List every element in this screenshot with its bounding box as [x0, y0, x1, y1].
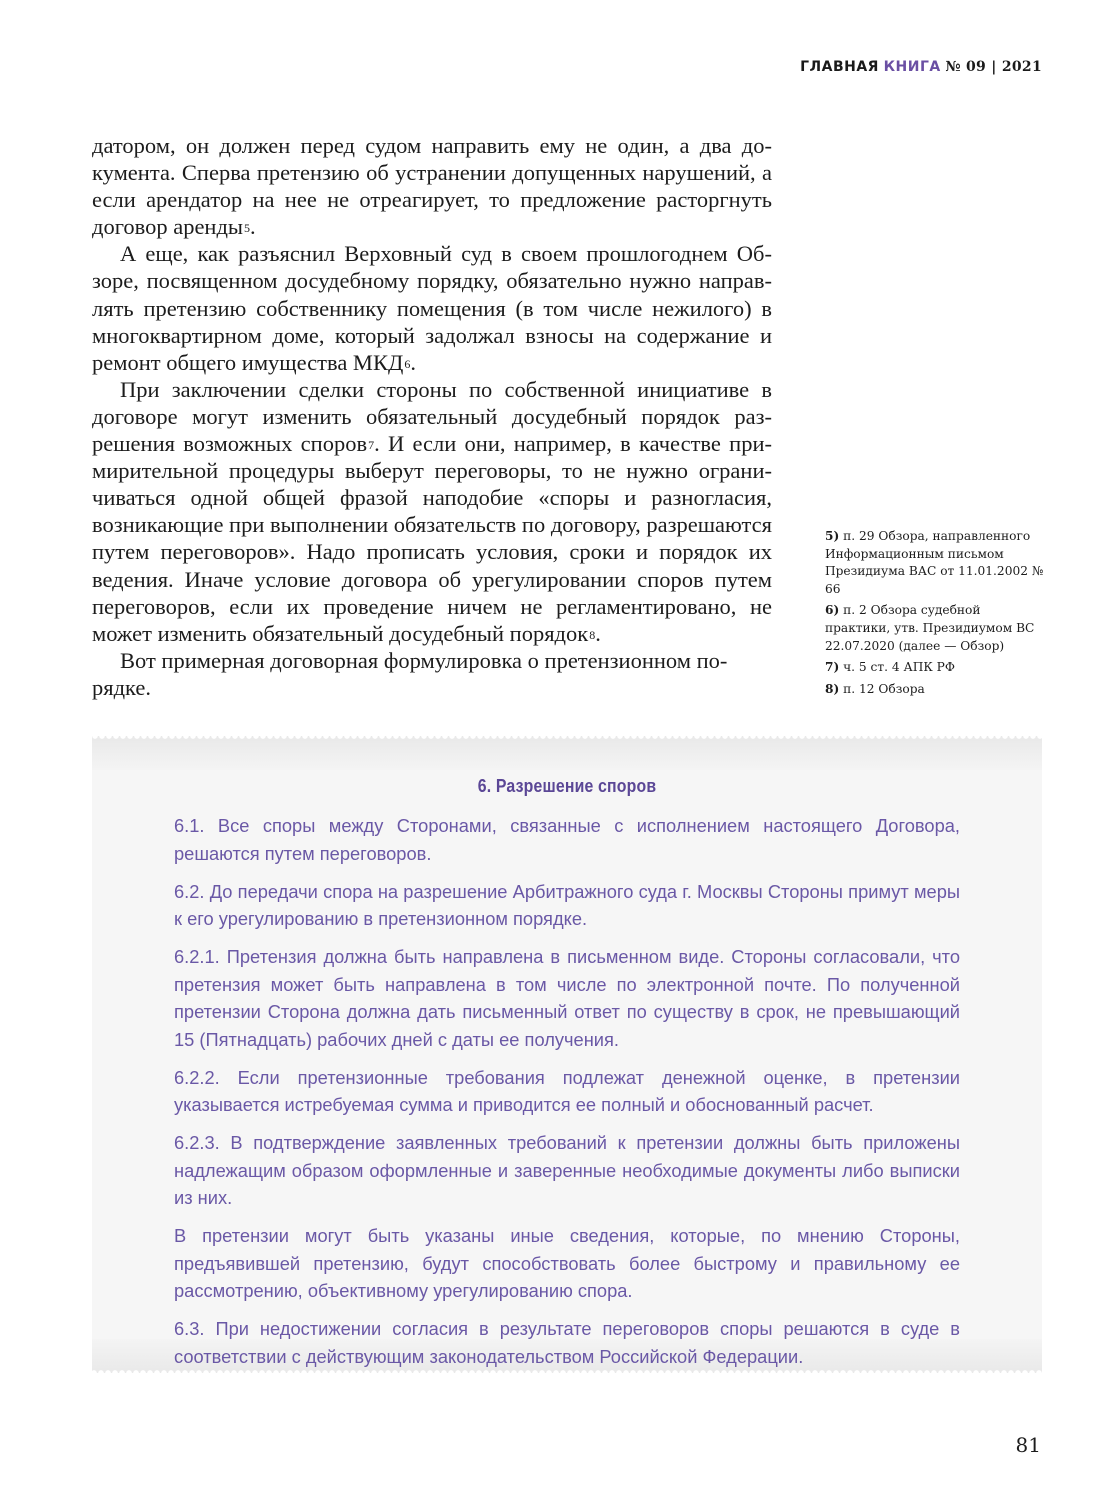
footnote-ref[interactable]: 6 — [404, 356, 411, 371]
contract-section-title: 6. Разрешение споров — [477, 776, 657, 796]
contract-clause-additional: В претензии могут быть указаны иные сведения, которые, по мнению Стороны, предъявившей претензию, будут способствовать более быстрому и правильному ее рассмотрению, объективному урегулированию спора. — [174, 1225, 960, 1301]
footnote-6: 6) п. 2 Обзора судебной практики, утв. Президиумом ВС 22.07.2020 (далее — Обзор) — [825, 603, 1035, 653]
page-number: 81 — [1015, 1433, 1041, 1457]
contract-clause-6-2: 6.2. До передачи спора на разрешение Арбитражного суда г. Москвы Стороны примут меры к его урегулированию в претензионном порядке. — [174, 880, 960, 929]
magazine-brand-part2: КНИГА — [883, 59, 941, 75]
article-paragraph: При заключении сделки стороны по собственной инициативе в договоре могут изменить обязательный досудебный порядок разрешения возможных споров$^7$. И если они, например, в качестве примирительной процедуры выберут переговоры, то не нужно ограничиваться одной общей фразой наподобие «споры и разногласия, возникающие при выполнении обязательств по договору, разрешаются путем переговоров». Надо прописать условия, сроки и порядок их ведения. Иначе условие договора об урегулировании споров путем переговоров, если их проведение ничем не регламентировано, не может изменить обязательный досудебный порядок$^8$. — [92, 376, 772, 646]
footnote-number: 8) — [825, 681, 840, 696]
article-paragraph: А еще, как разъяснил Верховный суд в своем прошлогоднем Обзоре, посвященном досудебному порядку, обязательно нужно направлять претензию собственнику помещения (в том числе нежилого) в многоквартирном доме, который задолжал взносы на содержание и ремонт общего имущества МКД$^6$. — [92, 241, 772, 375]
magazine-brand-part1: ГЛАВНАЯ — [800, 59, 879, 75]
footnotes-sidebar — [825, 528, 1047, 702]
footnote-ref[interactable]: 7 — [368, 438, 375, 453]
article-body — [92, 132, 772, 701]
contract-clause-6-1: 6.1. Все споры между Сторонами, связанные с исполнением настоящего Договора, решаются путем переговоров. — [174, 815, 960, 864]
contract-clause-6-2-3: 6.2.3. В подтверждение заявленных требований к претензии должны быть приложены надлежащим образом оформленные и заверенные необходимые документы либо выписки из них. — [174, 1132, 960, 1208]
contract-sample-box — [92, 736, 1042, 1373]
footnote-ref[interactable]: 8 — [589, 627, 596, 642]
contract-clause-6-3: 6.3. При недостижении согласия в результате переговоров споры решаются в суде в соответствии с действующим законодательством Российской Федерации. — [174, 1318, 960, 1367]
footnote-number: 7) — [825, 660, 840, 675]
footnote-7: 7) ч. 5 ст. 4 АПК РФ — [825, 660, 955, 675]
contract-clause-6-2-2: 6.2.2. Если претензионные требования подлежат денежной оценке, в претензии указывается истребуемая сумма и приводится ее полный и обоснованный расчет. — [174, 1066, 960, 1115]
article-paragraph: датором, он должен перед судом направить ему не один, а два документа. Сперва претензию об устранении допущенных нарушений, а если арендатор на нее не отреагирует, то предложение расторгнуть договор аренды$^5$. — [92, 133, 772, 240]
contract-clause-6-2-1: 6.2.1. Претензия должна быть направлена в письменном виде. Стороны согласовали, что претензия может быть направлена в том числе по электронной почте. По полученной претензии Сторона должна дать письменный ответ по существу в срок, не превышающий 15 (Пятнадцать) рабочих дней с даты ее получения. — [174, 946, 960, 1050]
running-head — [800, 58, 1042, 76]
contract-clauses — [174, 812, 960, 1381]
box-top-band — [92, 736, 1042, 770]
article-paragraph: Вот примерная договорная формулировка о претензионном порядке. — [92, 647, 728, 700]
footnote-ref[interactable]: 5 — [244, 221, 251, 236]
footnote-5: 5) п. 29 Обзора, направленного Информационным письмом Президиума ВАС от 11.01.2002 № 66 — [825, 529, 1044, 596]
footnote-8: 8) п. 12 Обзора — [825, 681, 925, 696]
torn-edge-top — [92, 736, 1042, 741]
issue-number: № 09 | 2021 — [945, 59, 1042, 75]
footnote-number: 6) — [825, 603, 840, 618]
footnote-number: 5) — [825, 529, 840, 543]
